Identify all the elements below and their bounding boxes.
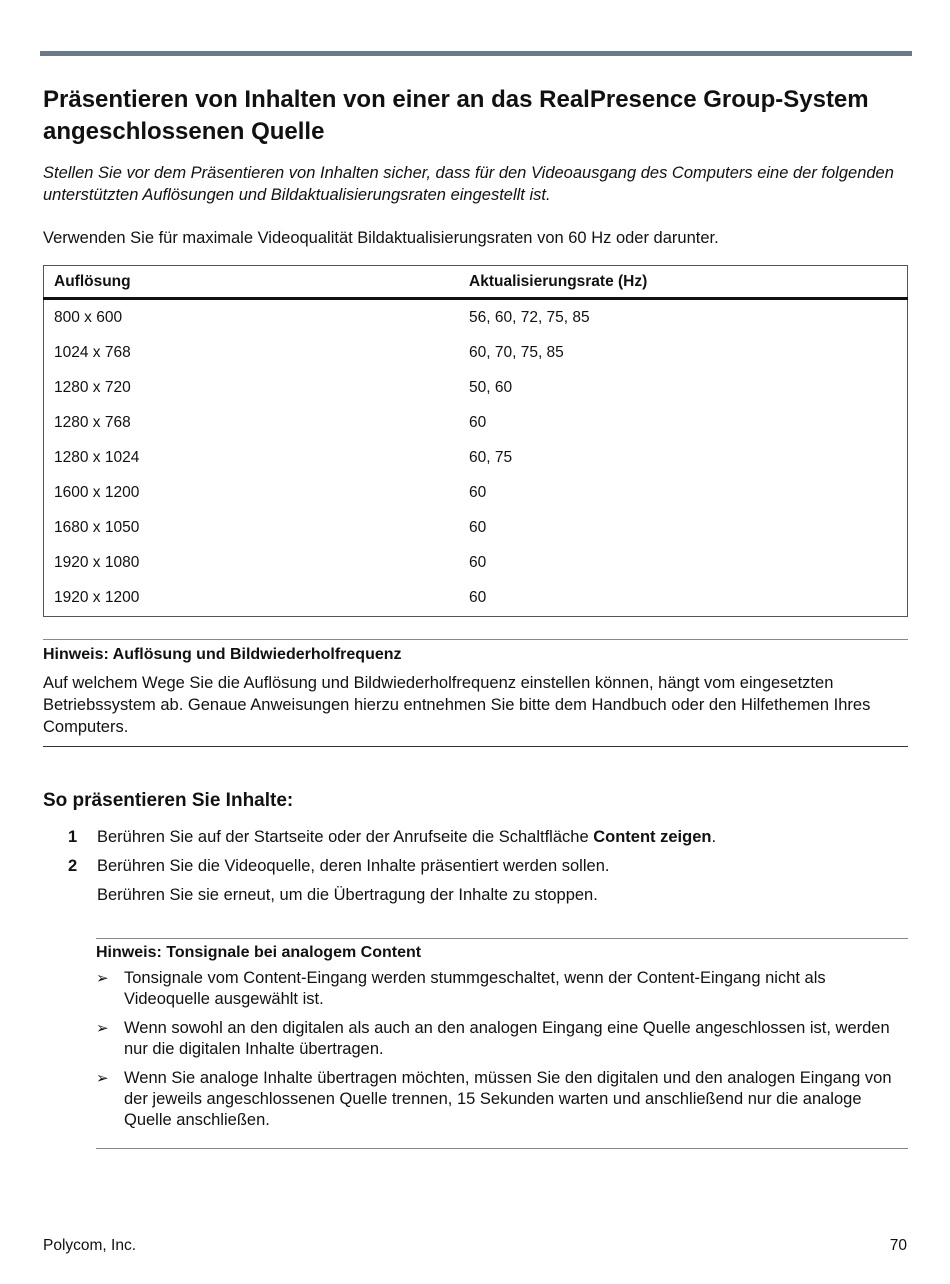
step-subtext: Berühren Sie sie erneut, um die Übertragung der Inhalte zu stoppen. — [97, 886, 598, 904]
note-title: Hinweis: Tonsignale bei analogem Content — [96, 944, 422, 961]
table-row — [44, 405, 908, 440]
refresh-rate-cell: 56, 60, 72, 75, 85 — [469, 308, 590, 326]
note-title: Hinweis: Auflösung und Bildwiederholfrequenz — [43, 646, 402, 663]
column-header-resolution: Auflösung — [44, 266, 460, 299]
column-header-refresh-rate: Aktualisierungsrate (Hz) — [459, 266, 908, 299]
refresh-rate-cell: 60 — [469, 413, 487, 431]
resolution-cell: 1280 x 720 — [54, 378, 131, 396]
page-title: Präsentieren von Inhalten von einer an das RealPresence Group-System angeschlossenen Quelle — [43, 86, 869, 145]
refresh-rate-cell: 60, 70, 75, 85 — [469, 343, 564, 361]
resolution-cell: 1680 x 1050 — [54, 519, 140, 537]
step-1 — [43, 826, 913, 848]
table-row — [44, 511, 908, 546]
arrow-bullet-icon: ➢ — [96, 970, 109, 987]
step-text-end: . — [711, 828, 717, 846]
resolution-cell: 1600 x 1200 — [54, 484, 140, 502]
header-rule — [40, 51, 912, 56]
refresh-rate-note: Verwenden Sie für maximale Videoqualität Bildaktualisierungsraten von 60 Hz oder darunter. — [43, 229, 719, 247]
refresh-rate-cell: 60 — [469, 519, 487, 537]
footer-company: Polycom, Inc. — [43, 1237, 137, 1254]
intro-paragraph: Stellen Sie vor dem Präsentieren von Inhalten sicher, dass für den Videoausgang des Computers eine der folgenden unterstützten Auflösungen und Bildaktualisierungsraten eingestellt ist. — [43, 164, 894, 204]
list-item-text: Wenn sowohl an den digitalen als auch an den analogen Eingang eine Quelle angeschlossen ist, werden nur die digitalen Inhalte übertragen. — [124, 1019, 890, 1058]
resolution-cell: 800 x 600 — [54, 308, 123, 326]
list-item — [96, 1018, 908, 1060]
page-number: 70 — [889, 1237, 907, 1254]
table-row — [44, 546, 908, 581]
resolution-cell: 1280 x 1024 — [54, 448, 140, 466]
step-2 — [43, 855, 913, 906]
table-row — [44, 475, 908, 510]
step-number: 1 — [68, 828, 78, 846]
resolution-table — [43, 265, 908, 617]
procedure-heading: So präsentieren Sie Inhalte: — [43, 790, 294, 811]
list-item — [96, 968, 908, 1010]
table-row — [44, 581, 908, 617]
arrow-bullet-icon: ➢ — [96, 1020, 109, 1037]
table-row — [44, 370, 908, 405]
resolution-cell: 1024 x 768 — [54, 343, 131, 361]
procedure-steps — [43, 826, 913, 913]
list-item-text: Tonsignale vom Content-Eingang werden stummgeschaltet, wenn der Content-Eingang nicht als Videoquelle ausgewählt ist. — [124, 969, 826, 1008]
note-analog-audio — [96, 938, 908, 1149]
resolution-cell: 1920 x 1080 — [54, 554, 140, 572]
refresh-rate-cell: 60, 75 — [469, 448, 513, 466]
note-resolution — [43, 639, 908, 747]
table-row — [44, 440, 908, 475]
step-number: 2 — [68, 857, 78, 875]
resolution-cell: 1920 x 1200 — [54, 589, 140, 607]
refresh-rate-cell: 50, 60 — [469, 378, 513, 396]
step-text: Berühren Sie auf der Startseite oder der Anrufseite die Schaltfläche — [97, 828, 594, 846]
table-row — [44, 299, 908, 336]
step-text: Berühren Sie die Videoquelle, deren Inhalte präsentiert werden sollen. — [97, 857, 610, 875]
arrow-bullet-icon: ➢ — [96, 1070, 109, 1087]
refresh-rate-cell: 60 — [469, 484, 487, 502]
refresh-rate-cell: 60 — [469, 589, 487, 607]
content-show-button-name: Content zeigen — [593, 828, 712, 846]
note-body: Auf welchem Wege Sie die Auflösung und Bildwiederholfrequenz einstellen können, hängt vom eingesetzten Betriebssystem ab. Genaue Anweisungen hierzu entnehmen Sie bitte dem Handbuch oder den Hilfethemen Ihres Computers. — [43, 674, 871, 736]
refresh-rate-cell: 60 — [469, 554, 487, 572]
table-row — [44, 335, 908, 370]
table-header-row — [44, 266, 908, 299]
list-item-text: Wenn Sie analoge Inhalte übertragen möchten, müssen Sie den digitalen und den analogen Eingang von der jeweils angeschlossenen Quelle trennen, 15 Sekunden warten und anschließend nur die analoge Quelle anschließen. — [124, 1069, 892, 1129]
list-item — [96, 1068, 908, 1131]
resolution-cell: 1280 x 768 — [54, 413, 131, 431]
